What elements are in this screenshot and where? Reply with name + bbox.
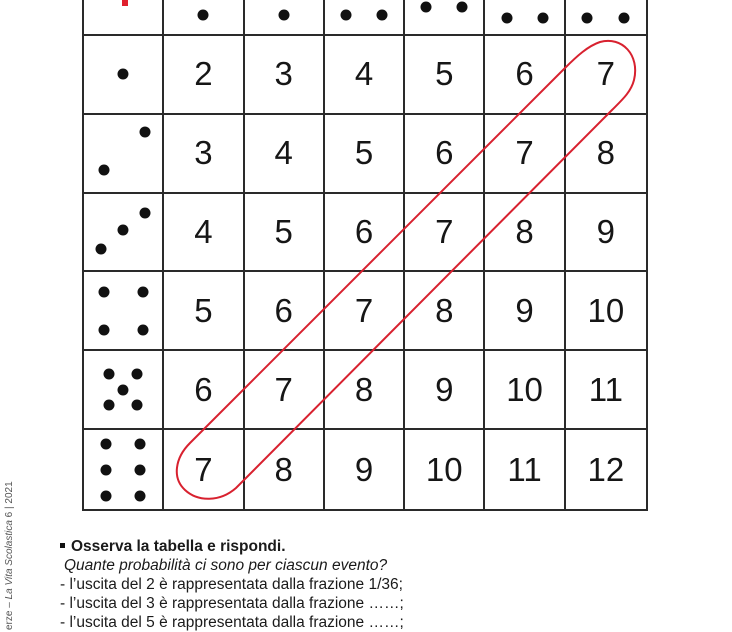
row-die-cell [84, 430, 164, 509]
die-pip-icon [100, 490, 111, 501]
sum-cell: 7 [164, 430, 244, 509]
sum-cell: 11 [566, 351, 646, 430]
red-corner-mark [122, 0, 128, 6]
sum-cell: 9 [485, 272, 565, 351]
sum-cell: 6 [164, 351, 244, 430]
die-pip-icon [132, 400, 143, 411]
sum-cell: 5 [405, 36, 485, 115]
die-pip-icon [421, 1, 432, 12]
sum-cell: 10 [485, 351, 565, 430]
die-pip-icon [137, 286, 148, 297]
die-pip-icon [377, 9, 388, 20]
die-pip-icon [140, 207, 151, 218]
sum-cell: 10 [405, 430, 485, 509]
die-pip-icon [118, 69, 129, 80]
die-pip-icon [135, 490, 146, 501]
sum-cell: 8 [245, 430, 325, 509]
sum-cell: 6 [485, 36, 565, 115]
exercise-line: - l’uscita del 5 è rappresentata dalla frazione ……; [60, 614, 404, 631]
die-pip-icon [457, 1, 468, 12]
die-pip-icon [619, 13, 630, 24]
die-pip-icon [98, 325, 109, 336]
sum-cell: 7 [245, 351, 325, 430]
sum-cell: 12 [587, 450, 625, 488]
sum-cell: 3 [164, 115, 244, 194]
sum-cell: 5 [325, 115, 405, 194]
row-die-cell [84, 36, 164, 115]
credit-title: La Vita Scolastica [4, 520, 15, 600]
exercise-question: Quante probabilità ci sono per ciascun evento? [64, 557, 388, 574]
header-die-cell [566, 0, 646, 36]
sum-cell: 11 [485, 430, 565, 509]
sum-cell: 4 [245, 115, 325, 194]
sum-cell: 7 [325, 272, 405, 351]
sum-cell: 7 [405, 194, 485, 273]
sum-cell: 6 [245, 272, 325, 351]
sum-cell: 9 [325, 430, 405, 509]
die-pip-icon [582, 13, 593, 24]
exercise-line: - l’uscita del 3 è rappresentata dalla frazione ……; [60, 595, 404, 612]
die-pip-icon [104, 400, 115, 411]
sum-cell: 8 [325, 351, 405, 430]
die-pip-icon [137, 325, 148, 336]
sum-cell: 6 [325, 194, 405, 273]
credit-suffix: 6 | 2021 [4, 481, 15, 521]
die-pip-icon [118, 225, 129, 236]
die-pip-icon [135, 438, 146, 449]
publication-credit [4, 481, 15, 630]
exercise-line: - l’uscita del 2 è rappresentata dalla frazione 1/36; [60, 576, 403, 593]
header-die-cell [405, 0, 485, 36]
row-die-cell [84, 351, 164, 430]
sum-cell: 7 [485, 115, 565, 194]
die-pip-icon [501, 13, 512, 24]
dice-sum-table [82, 0, 648, 511]
sum-cell: 4 [164, 194, 244, 273]
die-pip-icon [340, 9, 351, 20]
sum-cell: 9 [405, 351, 485, 430]
square-bullet-icon [60, 543, 65, 548]
table-corner-cell [84, 0, 164, 36]
credit-prefix: erze – [4, 599, 15, 630]
sum-cell: 3 [245, 36, 325, 115]
header-die-cell [245, 0, 325, 36]
sum-cell: 5 [245, 194, 325, 273]
die-pip-icon [104, 369, 115, 380]
die-pip-icon [198, 9, 209, 20]
row-die-cell [84, 272, 164, 351]
sum-cell: 5 [164, 272, 244, 351]
header-die-cell [325, 0, 405, 36]
sum-cell: 8 [405, 272, 485, 351]
exercise-instruction [60, 537, 404, 556]
die-pip-icon [98, 286, 109, 297]
die-pip-icon [100, 438, 111, 449]
sum-cell: 8 [566, 115, 646, 194]
sum-cell: 4 [325, 36, 405, 115]
sum-cell: 9 [566, 194, 646, 273]
row-die-cell [84, 115, 164, 194]
die-pip-icon [140, 126, 151, 137]
die-pip-icon [96, 243, 107, 254]
die-pip-icon [98, 165, 109, 176]
sum-cell: 10 [566, 272, 646, 351]
exercise-block [60, 537, 404, 632]
die-pip-icon [132, 369, 143, 380]
sum-cell: 8 [485, 194, 565, 273]
header-die-cell [485, 0, 565, 36]
sum-cell: 6 [405, 115, 485, 194]
die-pip-icon [100, 464, 111, 475]
sum-cell: 2 [164, 36, 244, 115]
die-pip-icon [135, 464, 146, 475]
die-pip-icon [118, 384, 129, 395]
header-die-cell [164, 0, 244, 36]
row-die-cell [84, 194, 164, 273]
die-pip-icon [537, 13, 548, 24]
instruction-text: Osserva la tabella e rispondi. [71, 538, 286, 555]
sum-cell: 7 [566, 36, 646, 115]
die-pip-icon [278, 9, 289, 20]
